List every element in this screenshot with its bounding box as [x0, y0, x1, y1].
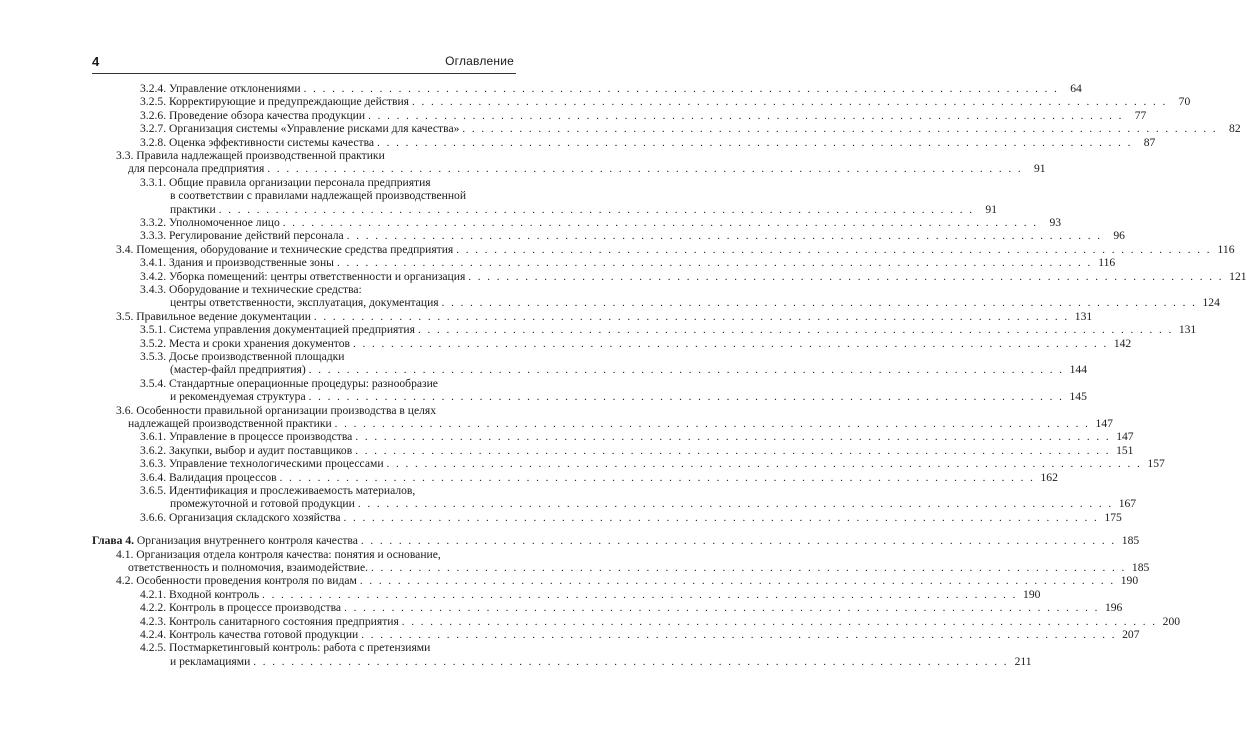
running-title: Оглавление — [445, 54, 514, 68]
toc-entry-title: 3.2.8. Оценка эффективности системы качества — [140, 135, 375, 149]
toc-page-number: 144 — [1069, 363, 1087, 377]
dot-leader: . . . . . . . . . . . . . . . . . . . . . . . . . . . . . . . . . . . . . . . . . . . . . . . . . . . . . . . . . . . . . . . . . . . . . . . . . . . . . . . . — [441, 297, 1197, 310]
toc-entry-title: (мастер-файл предприятия) — [170, 363, 306, 377]
toc-entry-title: 4.2.3. Контроль санитарного состояния предприятия — [140, 614, 399, 628]
toc-entry-title: 4.2. Особенности проведения контроля по видам — [116, 574, 357, 588]
running-header — [92, 54, 514, 74]
toc-page-number: 77 — [1134, 108, 1147, 122]
toc-page-number: 167 — [1118, 497, 1137, 511]
toc-entry — [170, 654, 1032, 669]
dot-leader: . . . . . . . . . . . . . . . . . . . . . . . . . . . . . . . . . . . . . . . . . . . . . . . . . . . . . . . . . . . . . . . . . . . . . . . . . . . . . . . . — [357, 498, 1114, 511]
toc-page-number: 196 — [1104, 601, 1123, 615]
header-rule — [92, 73, 516, 74]
toc-entry — [140, 510, 1122, 525]
toc-entry-title: 3.4.2. Уборка помещений: центры ответственности и организация — [140, 269, 466, 283]
toc-entry-title: 3.6. Особенности правильной организации производства в целях — [116, 403, 437, 417]
toc-page-number: 142 — [1113, 336, 1132, 350]
dot-leader: . . . . . . . . . . . . . . . . . . . . . . . . . . . . . . . . . . . . . . . . . . . . . . . . . . . . . . . . . . . . . . . . . . . . . . . . . . . . . . . . — [417, 324, 1174, 337]
toc-entry-title: и рекламациями — [170, 654, 251, 668]
toc-entry-title: 3.3.2. Уполномоченное лицо — [140, 216, 280, 229]
dot-leader: . . . . . . . . . . . . . . . . . . . . . . . . . . . . . . . . . . . . . . . . . . . . . . . . . . . . . . . . . . . . . . . . . . . . . . . . . . . . . . . . — [336, 257, 1093, 270]
toc-page-number: 147 — [1095, 417, 1113, 430]
toc-entry-title: 3.2.4. Управление отклонениями — [140, 82, 301, 95]
toc-entry-title: 4.2.1. Входной контроль — [140, 587, 260, 601]
toc-page-number: 185 — [1121, 534, 1140, 548]
toc-page-number: 211 — [1014, 654, 1032, 668]
toc-page-number: 200 — [1162, 614, 1181, 628]
toc-entry-title: 3.2.5. Корректирующие и предупреждающие действия — [140, 95, 410, 109]
dot-leader: . . . . . . . . . . . . . . . . . . . . . . . . . . . . . . . . . . . . . . . . . . . . . . . . . . . . . . . . . . . . . . . . . . . . . . . . . . . . . . . . — [468, 270, 1224, 283]
toc-page-number: 116 — [1217, 242, 1235, 256]
toc-page-number: 151 — [1116, 443, 1134, 457]
toc-page-number: 147 — [1116, 430, 1134, 444]
toc-page-number: 175 — [1104, 510, 1122, 524]
toc-page-number: 116 — [1098, 256, 1116, 270]
dot-leader: . . . . . . . . . . . . . . . . . . . . . . . . . . . . . . . . . . . . . . . . . . . . . . . . . . . . . . . . . . . . . . . . . . . . . . . . . . . . . . . . — [456, 243, 1212, 256]
dot-leader: . . . . . . . . . . . . . . . . . . . . . . . . . . . . . . . . . . . . . . . . . . . . . . . . . . . . . . . . . . . . . . . . . . . . . . . . . . . . . . . . — [352, 337, 1109, 350]
toc-page-number: 185 — [1131, 561, 1150, 574]
toc-page-number: 64 — [1070, 82, 1082, 95]
toc-entry-title: практики — [170, 202, 216, 216]
toc-entry-title: 3.6.5. Идентификация и прослеживаемость материалов, — [140, 484, 416, 497]
toc-entry-title: 3.5.1. Система управления документацией предприятия — [140, 323, 415, 337]
toc-entry-title: 3.2.6. Проведение обзора качества продукции — [140, 108, 366, 122]
toc-page-number: 91 — [985, 202, 997, 216]
toc-entry-title: 3.4.3. Оборудование и технические средства: — [140, 283, 362, 296]
dot-leader: . . . . . . . . . . . . . . . . . . . . . . . . . . . . . . . . . . . . . . . . . . . . . . . . . . . . . . . . . . . . . . . . . . . . . . . . . . . . . . . . — [344, 602, 1100, 615]
toc-page-number: 190 — [1023, 587, 1041, 601]
dot-leader: . . . . . . . . . . . . . . . . . . . . . . . . . . . . . . . . . . . . . . . . . . . . . . . . . . . . . . . . . . . . . . . . . . . . . . . . . . . . . . . . — [412, 96, 1168, 109]
toc-entry-title: промежуточной и готовой продукции — [170, 497, 355, 511]
toc-entry-title: 3.6.1. Управление в процессе производства — [140, 430, 353, 444]
dot-leader: . . . . . . . . . . . . . . . . . . . . . . . . . . . . . . . . . . . . . . . . . . . . . . . . . . . . . . . . . . . . . . . . . . . . . . . . . . . . . . . . — [371, 562, 1127, 574]
toc-page-number: 131 — [1074, 309, 1093, 323]
toc-entry-title: 4.1. Организация отдела контроля качества: понятия и основание, — [116, 547, 441, 561]
toc-page-number: 124 — [1202, 296, 1220, 310]
dot-leader: . . . . . . . . . . . . . . . . . . . . . . . . . . . . . . . . . . . . . . . . . . . . . . . . . . . . . . . . . . . . . . . . . . . . . . . . . . . . . . . . — [377, 136, 1133, 149]
toc-entry-title: 3.3. Правила надлежащей производственной практики — [116, 149, 385, 162]
toc-entry-title: 3.4.1. Здания и производственные зоны — [140, 256, 334, 270]
dot-leader: . . . . . . . . . . . . . . . . . . . . . . . . . . . . . . . . . . . . . . . . . . . . . . . . . . . . . . . . . . . . . . . . . . . . . . . . . . . . . . . . — [401, 615, 1158, 628]
dot-leader: . . . . . . . . . . . . . . . . . . . . . . . . . . . . . . . . . . . . . . . . . . . . . . . . . . . . . . . . . . . . . . . . . . . . . . . . . . . . . . . . — [346, 230, 1102, 243]
toc-entry-title: 3.5.3. Досье производственной площадки — [140, 350, 345, 363]
toc-entry-title: 3.6.2. Закупки, выбор и аудит поставщиков — [140, 443, 353, 457]
dot-leader: . . . . . . . . . . . . . . . . . . . . . . . . . . . . . . . . . . . . . . . . . . . . . . . . . . . . . . . . . . . . . . . . . . . . . . . . . . . . . . . . — [355, 444, 1111, 457]
dot-leader: . . . . . . . . . . . . . . . . . . . . . . . . . . . . . . . . . . . . . . . . . . . . . . . . . . . . . . . . . . . . . . . . . . . . . . . . . . . . . . . . — [359, 575, 1116, 588]
toc-entry-title: 4.2.4. Контроль качества готовой продукции — [140, 628, 359, 641]
toc-page-number: 145 — [1069, 390, 1087, 404]
toc-entry-title: 3.4. Помещения, оборудование и технические средства предприятия — [116, 242, 454, 256]
toc-page-number: 162 — [1040, 470, 1058, 484]
dot-leader: . . . . . . . . . . . . . . . . . . . . . . . . . . . . . . . . . . . . . . . . . . . . . . . . . . . . . . . . . . . . . . . . . . . . . . . . . . . . . . . . — [253, 655, 1009, 668]
toc-page-number: 207 — [1122, 628, 1140, 641]
toc-page-number: 190 — [1120, 574, 1139, 588]
toc-entry-title: 3.6.4. Валидация процессов — [140, 470, 277, 484]
toc-page-number: 121 — [1229, 269, 1247, 283]
dot-leader: . . . . . . . . . . . . . . . . . . . . . . . . . . . . . . . . . . . . . . . . . . . . . . . . . . . . . . . . . . . . . . . . . . . . . . . . . . . . . . . . — [262, 588, 1018, 601]
toc-page-number: 157 — [1147, 457, 1165, 471]
dot-leader: . . . . . . . . . . . . . . . . . . . . . . . . . . . . . . . . . . . . . . . . . . . . . . . . . . . . . . . . . . . . . . . . . . . . . . . . . . . . . . . . — [462, 123, 1218, 136]
toc-page-number: 131 — [1178, 323, 1197, 337]
toc-page-number: 87 — [1143, 135, 1156, 149]
dot-leader: . . . . . . . . . . . . . . . . . . . . . . . . . . . . . . . . . . . . . . . . . . . . . . . . . . . . . . . . . . . . . . . . . . . . . . . . . . . . . . . . — [308, 364, 1064, 377]
toc-entry-title: надлежащей производственной практики — [128, 417, 332, 430]
toc-entry-title: Глава 4. Организация внутреннего контроля качества — [92, 534, 358, 548]
dot-leader: . . . . . . . . . . . . . . . . . . . . . . . . . . . . . . . . . . . . . . . . . . . . . . . . . . . . . . . . . . . . . . . . . . . . . . . . . . . . . . . . — [368, 109, 1124, 122]
dot-leader: . . . . . . . . . . . . . . . . . . . . . . . . . . . . . . . . . . . . . . . . . . . . . . . . . . . . . . . . . . . . . . . . . . . . . . . . . . . . . . . . — [334, 418, 1090, 430]
toc-entry-title: 3.5. Правильное ведение документации — [116, 309, 311, 323]
dot-leader: . . . . . . . . . . . . . . . . . . . . . . . . . . . . . . . . . . . . . . . . . . . . . . . . . . . . . . . . . . . . . . . . . . . . . . . . . . . . . . . . — [279, 471, 1035, 484]
toc-page-number: 70 — [1178, 95, 1191, 109]
toc-entry-title: в соответствии с правилами надлежащей производственной — [170, 189, 467, 203]
dot-leader: . . . . . . . . . . . . . . . . . . . . . . . . . . . . . . . . . . . . . . . . . . . . . . . . . . . . . . . . . . . . . . . . . . . . . . . . . . . . . . . . — [361, 629, 1117, 641]
toc-entry-title: центры ответственности, эксплуатация, документация — [170, 296, 439, 310]
toc-entry-title: 3.3.3. Регулирование действий персонала — [140, 229, 344, 243]
dot-leader: . . . . . . . . . . . . . . . . . . . . . . . . . . . . . . . . . . . . . . . . . . . . . . . . . . . . . . . . . . . . . . . . . . . . . . . . . . . . . . . . — [360, 535, 1117, 548]
toc-entry-title: 3.3.1. Общие правила организации персонала предприятия — [140, 175, 431, 189]
dot-leader: . . . . . . . . . . . . . . . . . . . . . . . . . . . . . . . . . . . . . . . . . . . . . . . . . . . . . . . . . . . . . . . . . . . . . . . . . . . . . . . . — [282, 217, 1039, 229]
toc-page-number: 91 — [1033, 162, 1046, 176]
dot-leader: . . . . . . . . . . . . . . . . . . . . . . . . . . . . . . . . . . . . . . . . . . . . . . . . . . . . . . . . . . . . . . . . . . . . . . . . . . . . . . . . — [218, 203, 974, 216]
toc-entry-title: 3.6.3. Управление технологическими процессами — [140, 457, 384, 471]
toc-entry-title: 4.2.5. Постмаркетинговый контроль: работа с претензиями — [140, 641, 431, 655]
toc-entry-title: 3.5.4. Стандартные операционные процедуры: разнообразие — [140, 376, 438, 390]
toc-entry-title: 3.6.6. Организация складского хозяйства — [140, 510, 341, 524]
toc-page-number: 93 — [1049, 216, 1062, 229]
dot-leader: . . . . . . . . . . . . . . . . . . . . . . . . . . . . . . . . . . . . . . . . . . . . . . . . . . . . . . . . . . . . . . . . . . . . . . . . . . . . . . . . — [386, 458, 1142, 471]
page-number: 4 — [92, 54, 100, 69]
dot-leader: . . . . . . . . . . . . . . . . . . . . . . . . . . . . . . . . . . . . . . . . . . . . . . . . . . . . . . . . . . . . . . . . . . . . . . . . . . . . . . . . — [303, 83, 1059, 95]
toc-entry-title: для персонала предприятия — [128, 162, 265, 176]
dot-leader: . . . . . . . . . . . . . . . . . . . . . . . . . . . . . . . . . . . . . . . . . . . . . . . . . . . . . . . . . . . . . . . . . . . . . . . . . . . . . . . . — [355, 431, 1111, 444]
chapter-label: Глава 4. — [92, 534, 137, 548]
toc-entry-title: 3.2.7. Организация системы «Управление рисками для качества» — [140, 122, 460, 136]
dot-leader: . . . . . . . . . . . . . . . . . . . . . . . . . . . . . . . . . . . . . . . . . . . . . . . . . . . . . . . . . . . . . . . . . . . . . . . . . . . . . . . . — [313, 310, 1070, 323]
dot-leader: . . . . . . . . . . . . . . . . . . . . . . . . . . . . . . . . . . . . . . . . . . . . . . . . . . . . . . . . . . . . . . . . . . . . . . . . . . . . . . . . — [308, 391, 1064, 404]
dot-leader: . . . . . . . . . . . . . . . . . . . . . . . . . . . . . . . . . . . . . . . . . . . . . . . . . . . . . . . . . . . . . . . . . . . . . . . . . . . . . . . . — [343, 511, 1099, 524]
toc-entry-title: ответственность и полномочия, взаимодействие. — [128, 561, 369, 574]
toc-page-number: 82 — [1229, 122, 1241, 136]
dot-leader: . . . . . . . . . . . . . . . . . . . . . . . . . . . . . . . . . . . . . . . . . . . . . . . . . . . . . . . . . . . . . . . . . . . . . . . . . . . . . . . . — [267, 163, 1023, 176]
toc-entry-title: 3.5.2. Места и сроки хранения документов — [140, 336, 350, 350]
toc-page-number: 96 — [1113, 229, 1125, 243]
toc-entry-title: и рекомендуемая структура — [170, 390, 306, 404]
toc-entry-title: 4.2.2. Контроль в процессе производства — [140, 601, 342, 615]
